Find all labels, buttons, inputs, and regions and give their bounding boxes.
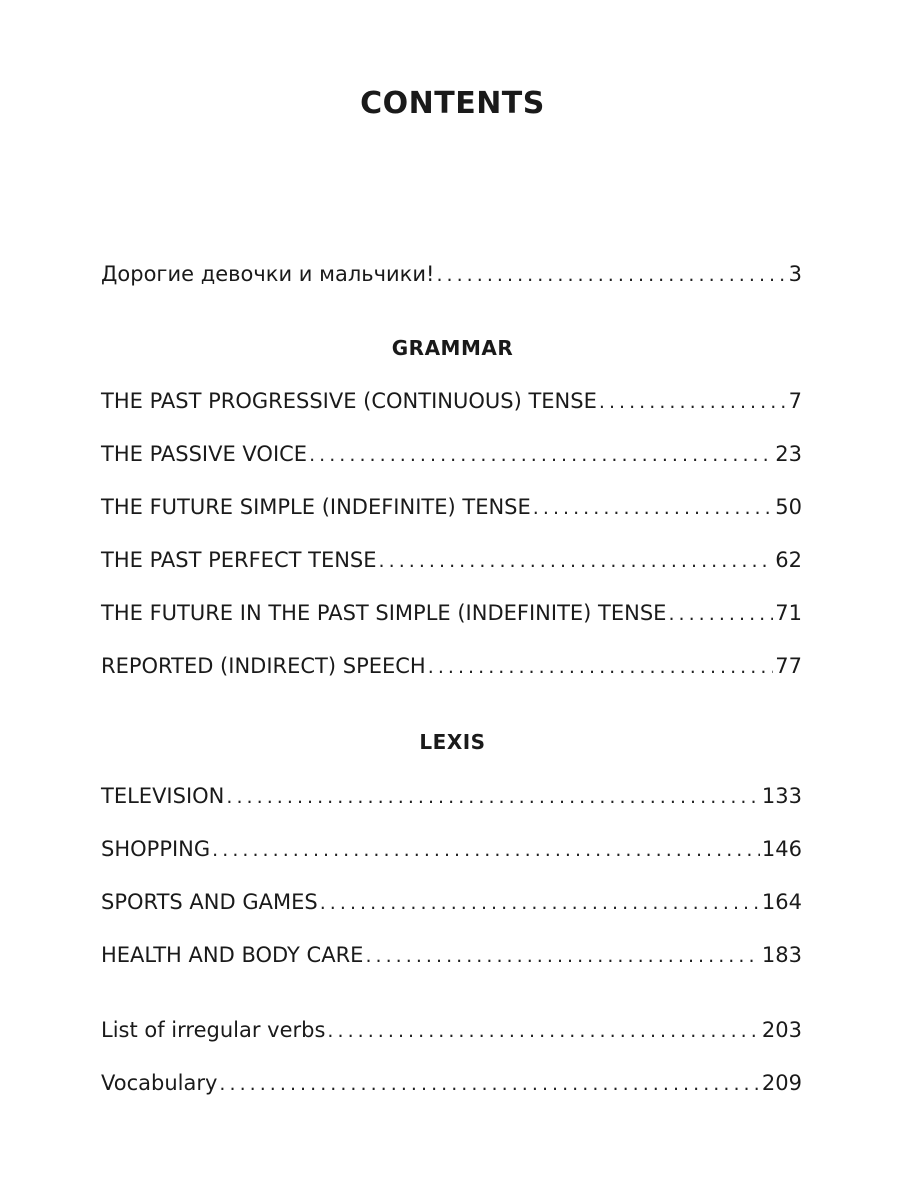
toc-page-number: 209 [761,1071,802,1095]
toc-entry[interactable] [101,493,802,522]
toc-page-number: 71 [775,601,802,625]
toc-page-number: 50 [775,495,802,519]
toc-entry-intro[interactable] [101,260,802,289]
toc-entry-label: THE FUTURE IN THE PAST SIMPLE (INDEFINITE) TENSE [101,601,667,625]
toc-entry-label: Дорогие девочки и мальчики! [101,262,435,286]
toc-entry[interactable] [101,941,802,970]
toc-page-number: 183 [761,943,802,967]
toc-entry[interactable] [101,387,802,416]
toc-page-number: 133 [761,784,802,808]
toc-entry[interactable] [101,888,802,917]
toc-page-number: 203 [761,1018,802,1042]
toc-page-number: 164 [761,890,802,914]
dot-leader [309,441,773,469]
toc-entry-label: THE PAST PERFECT TENSE [101,548,377,572]
dot-leader [599,388,787,416]
toc-page-number: 23 [775,442,802,466]
toc-entry[interactable] [101,1069,802,1098]
dot-leader [379,547,774,575]
dot-leader [668,600,773,628]
dot-leader [226,783,760,811]
toc-entry-label: REPORTED (INDIRECT) SPEECH [101,654,426,678]
toc-entry-label: THE PAST PROGRESSIVE (CONTINUOUS) TENSE [101,389,597,413]
dot-leader [365,942,759,970]
toc-entry[interactable] [101,652,802,681]
dot-leader [219,1070,760,1098]
toc-entry-label: List of irregular verbs [101,1018,326,1042]
section-heading-grammar: GRAMMAR [391,336,514,360]
dot-leader [327,1017,760,1045]
dot-leader [533,494,773,522]
dot-leader [436,261,786,289]
toc-entry-label: TELEVISION [101,784,225,808]
toc-entry[interactable] [101,599,802,628]
toc-page-number: 146 [761,837,802,861]
page-title: CONTENTS [360,86,545,121]
toc-page-number: 7 [788,389,802,413]
toc-entry[interactable] [101,546,802,575]
toc-page-number: 77 [775,654,802,678]
toc-entry-label: SHOPPING [101,837,211,861]
toc-page-number: 3 [788,262,802,286]
dot-leader [212,836,760,864]
toc-entry-label: THE PASSIVE VOICE [101,442,308,466]
section-heading-lexis: LEXIS [419,730,486,754]
dot-leader [428,653,774,681]
toc-entry[interactable] [101,782,802,811]
toc-entry[interactable] [101,835,802,864]
toc-entry-label: THE FUTURE SIMPLE (INDEFINITE) TENSE [101,495,531,519]
toc-page-number: 62 [775,548,802,572]
dot-leader [320,889,760,917]
toc-entry[interactable] [101,1016,802,1045]
toc-entry[interactable] [101,440,802,469]
toc-entry-label: HEALTH AND BODY CARE [101,943,364,967]
toc-entry-label: Vocabulary [101,1071,218,1095]
toc-entry-label: SPORTS AND GAMES [101,890,318,914]
